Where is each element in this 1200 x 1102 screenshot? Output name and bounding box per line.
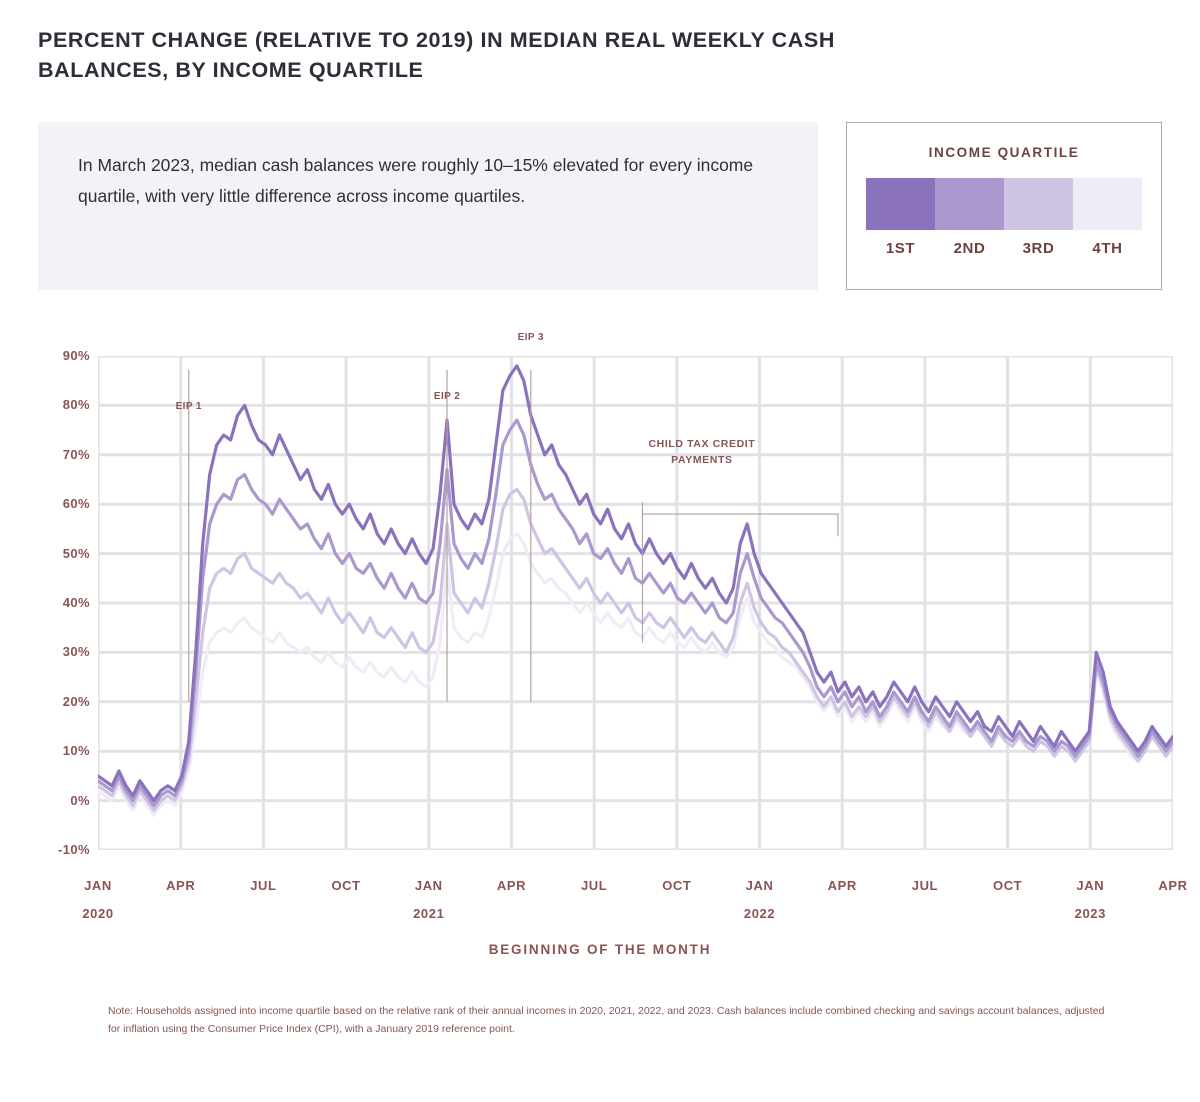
plot-svg [98,356,1173,850]
annotation-label: CHILD TAX CREDIT PAYMENTS [648,438,756,466]
legend-labels [866,240,1142,257]
x-tick-label: APR [1158,878,1188,893]
legend-swatch-2nd [935,178,1004,230]
x-tick-label: OCT [331,878,361,893]
x-tick-label: OCT [992,878,1023,893]
footnote: Note: Households assigned into income quartile based on the relative rank of their annual incomes in 2020, 2021, 2022, and 2023. Cash balances include combined checking and savings account balances, adjusted for inflation using the Consumer Price Index (CPI), with a January 2019 reference point. [108,1005,1105,1036]
y-tick-label: 40% [62,595,90,610]
page-title: PERCENT CHANGE (RELATIVE TO 2019) IN MEDIAN REAL WEEKLY CASH BALANCES, BY INCOME QUARTILE [38,28,835,82]
x-tick-year: 2020 [82,906,114,921]
chart [0,320,1200,1020]
x-tick-year: 2021 [413,906,445,921]
x-tick-label: JUL [580,878,608,893]
x-tick-label: APR [496,878,527,893]
legend-swatch-1st [866,178,935,230]
x-tick-year: 2023 [1074,906,1106,921]
x-tick-label: JUL [250,878,277,893]
callout-text: In March 2023, median cash balances were roughly 10–15% elevated for every income quartile, with very little difference across income quartiles. [78,155,754,207]
y-tick-label: 20% [62,693,90,709]
x-tick-label: OCT [662,878,692,893]
x-tick-label: JUL [911,878,939,893]
y-tick-label: 30% [62,644,90,660]
legend-swatches [866,178,1142,230]
x-tick-label: JAN [745,878,774,893]
x-tick-label: APR [827,878,857,893]
legend [846,122,1162,290]
y-tick-label: 80% [62,397,90,413]
y-tick-label: 70% [62,446,90,462]
annotation-label: EIP 1 [175,401,202,413]
legend-title: INCOME QUARTILE [928,145,1080,160]
y-tick-label: -10% [58,842,90,857]
x-tick-label: APR [166,878,196,893]
x-tick-label: JAN [84,878,112,893]
x-tick-year: 2022 [743,906,776,921]
annotation-label: EIP 3 [517,332,544,344]
y-tick-label: 10% [62,743,90,759]
callout-box [38,122,818,290]
y-tick-label: 0% [70,792,90,808]
legend-label-1st: 1ST [885,240,916,257]
y-tick-label: 60% [62,496,90,512]
y-tick-label: 90% [62,348,90,363]
legend-label-4th: 4TH [1092,240,1123,257]
legend-swatch-3rd [1004,178,1073,230]
legend-swatch-4th [1073,178,1142,230]
plot-area [98,356,1173,850]
legend-label-3rd: 3RD [1022,240,1055,257]
legend-label-2nd: 2ND [953,240,986,257]
annotation-label: EIP 2 [433,391,461,403]
x-tick-label: JAN [1076,878,1105,893]
x-tick-label: JAN [414,878,443,893]
x-axis-title: BEGINNING OF THE MONTH [488,942,712,957]
y-tick-label: 50% [62,545,90,561]
